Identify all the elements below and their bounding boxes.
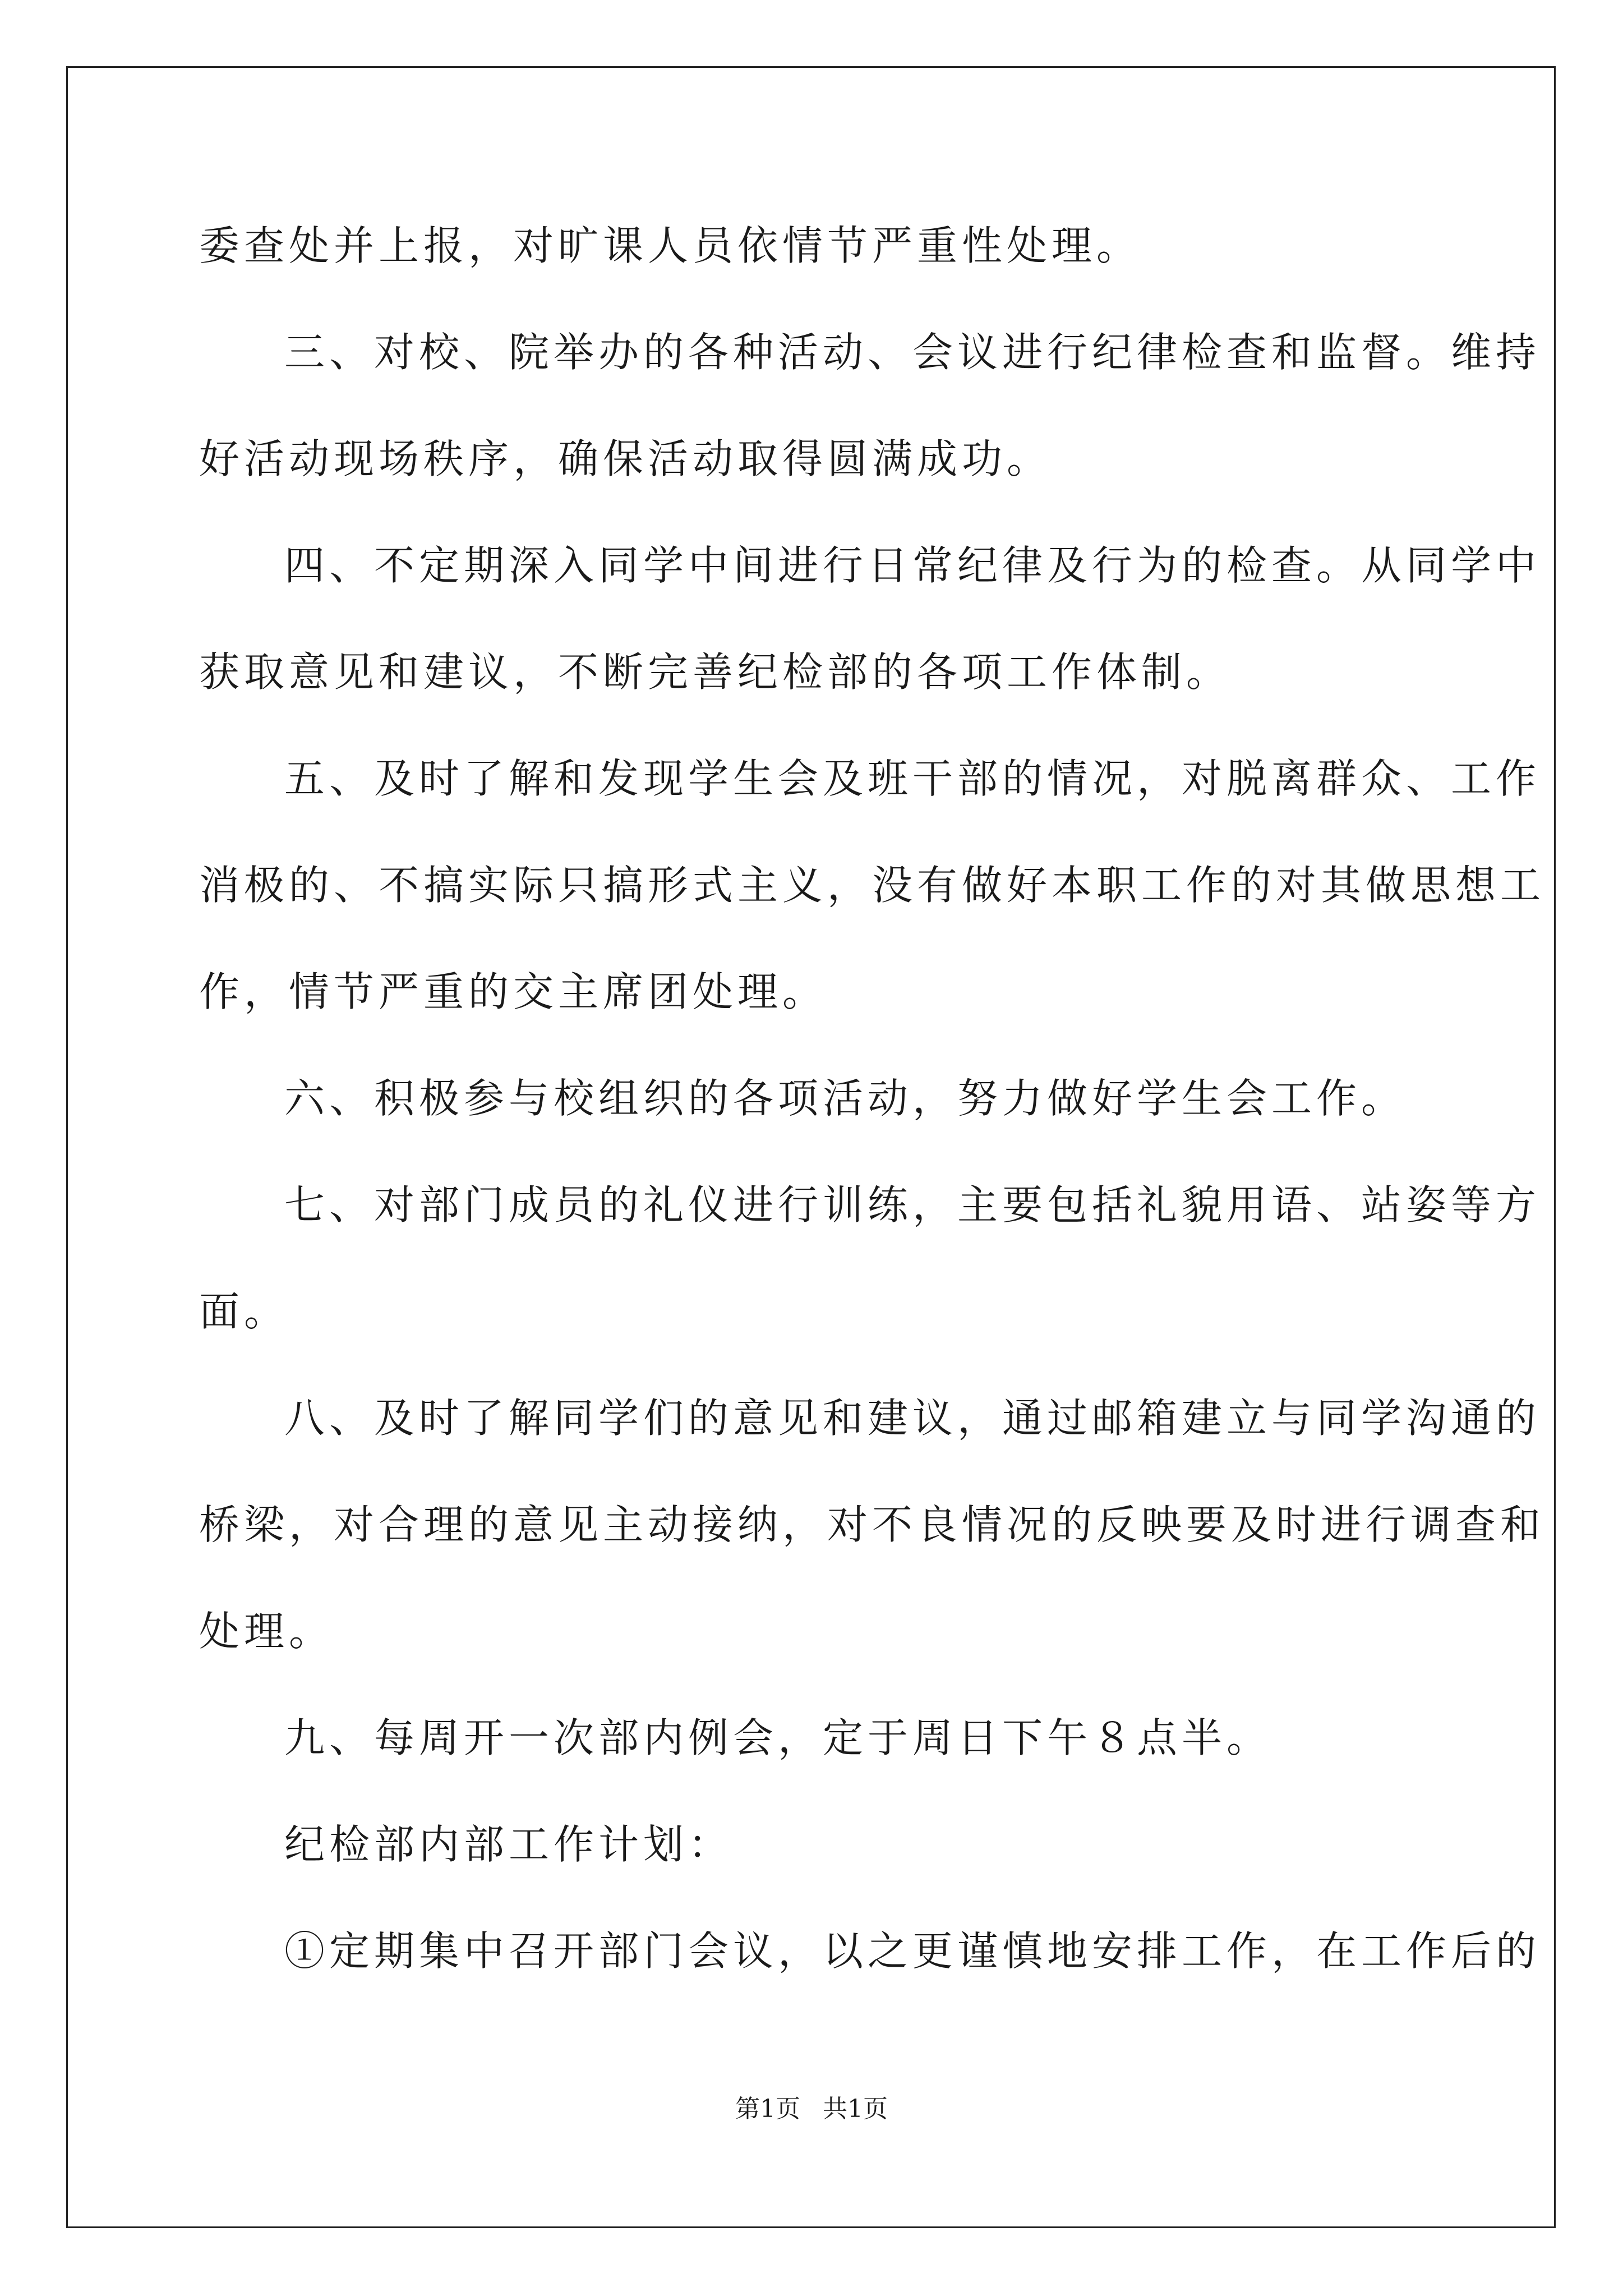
paragraph-7-line-1: 七、对部门成员的礼仪进行训练，主要包括礼貌用语、站姿等方 bbox=[284, 1181, 1541, 1228]
text-line: 委查处并上报，对旷课人员依情节严重性处理。 bbox=[199, 222, 1142, 269]
page-number: 第1页 bbox=[735, 2095, 800, 2123]
page-footer bbox=[0, 2092, 1623, 2126]
text-line: 作，情节严重的交主席团处理。 bbox=[199, 968, 828, 1015]
text-line: 面。 bbox=[199, 1288, 289, 1335]
paragraph-5-line-1: 五、及时了解和发现学生会及班干部的情况，对脱离群众、工作 bbox=[284, 755, 1541, 802]
text-line: 消极的、不搞实际只搞形式主义，没有做好本职工作的对其做思想工 bbox=[199, 862, 1546, 909]
text-line: 获取意见和建议，不断完善纪检部的各项工作体制。 bbox=[199, 648, 1232, 696]
page-total: 共1页 bbox=[823, 2095, 888, 2123]
text-line: 桥梁，对合理的意见主动接纳，对不良情况的反映要及时进行调查和 bbox=[199, 1501, 1546, 1548]
text-line: 好活动现场秩序，确保活动取得圆满成功。 bbox=[199, 435, 1052, 482]
paragraph-6-line-1: 六、积极参与校组织的各项活动，努力做好学生会工作。 bbox=[284, 1075, 1407, 1122]
section-heading: 纪检部内部工作计划： bbox=[284, 1821, 734, 1868]
paragraph-4-line-1: 四、不定期深入同学中间进行日常纪律及行为的检查。从同学中 bbox=[284, 542, 1541, 589]
page-border bbox=[66, 66, 1556, 2228]
text-line: 处理。 bbox=[199, 1608, 334, 1655]
paragraph-8-line-1: 八、及时了解同学们的意见和建议，通过邮箱建立与同学沟通的 bbox=[284, 1395, 1541, 1442]
plan-item-1-line-1: ①定期集中召开部门会议，以之更谨慎地安排工作，在工作后的 bbox=[284, 1927, 1541, 1975]
paragraph-9-line-1: 九、每周开一次部内例会，定于周日下午８点半。 bbox=[284, 1714, 1272, 1761]
paragraph-3-line-1: 三、对校、院举办的各种活动、会议进行纪律检查和监督。维持 bbox=[284, 329, 1541, 376]
